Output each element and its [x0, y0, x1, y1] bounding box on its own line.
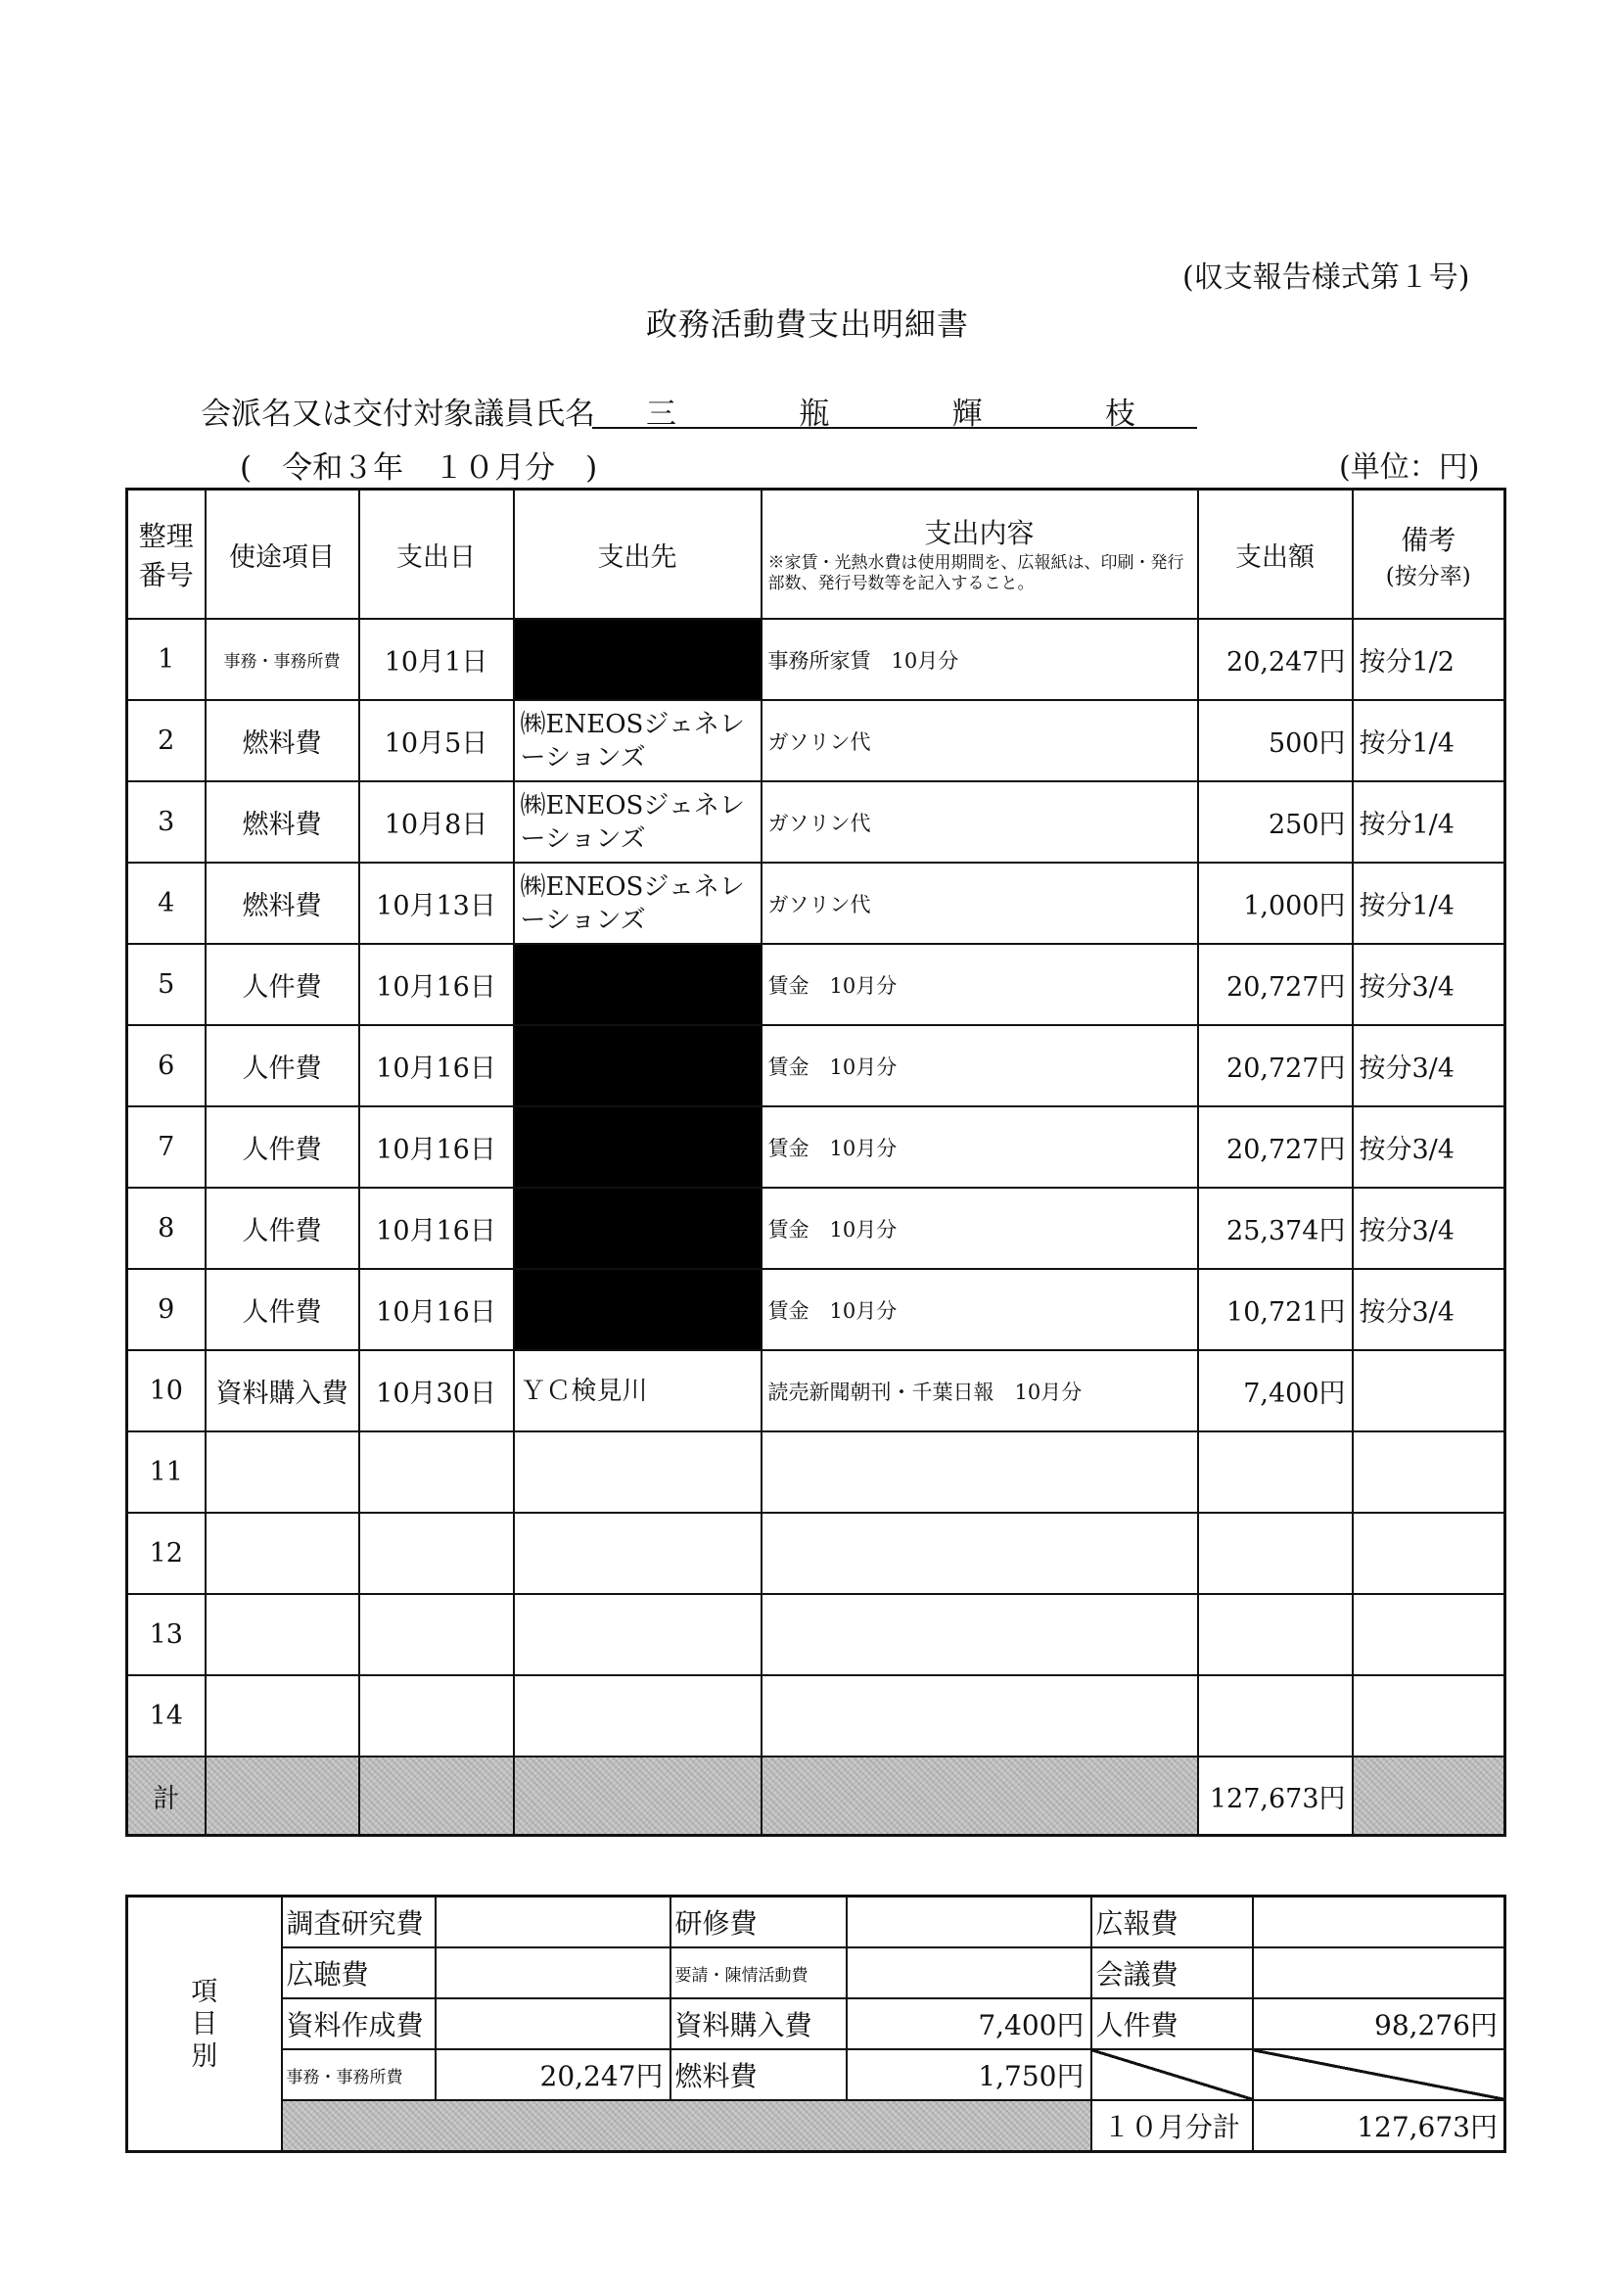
crossed-out-cell	[1253, 2049, 1505, 2100]
row-remarks	[1353, 1594, 1505, 1675]
table-row	[127, 1594, 1505, 1675]
table-row	[127, 619, 1505, 700]
fuel-label: 燃料費	[670, 2049, 847, 2100]
table-row	[127, 1106, 1505, 1188]
redacted-payee	[514, 619, 762, 700]
training-value	[847, 1897, 1091, 1948]
header-detail-note: ※家賃・光熱水費は使用期間を、広報紙は、印刷・発行部数、発行号数等を記入すること。	[767, 553, 1184, 593]
row-date: 10月13日	[359, 863, 514, 944]
row-remarks: 按分3/4	[1353, 1188, 1505, 1269]
training-label: 研修費	[670, 1897, 847, 1948]
name-underline	[592, 427, 1197, 429]
row-category: 人件費	[206, 1025, 359, 1106]
row-date	[359, 1431, 514, 1513]
member-name-char: 瓶	[799, 397, 830, 432]
row-category	[206, 1513, 359, 1594]
row-no: 12	[127, 1513, 206, 1594]
row-payee	[514, 1675, 762, 1757]
petition-label: 要請・陳情活動費	[670, 1947, 847, 1998]
row-category: 人件費	[206, 1269, 359, 1350]
row-amount: 10,721円	[1198, 1269, 1353, 1350]
row-detail: 事務所家賃 10月分	[762, 619, 1198, 700]
redacted-payee	[514, 1269, 762, 1350]
hearing-label: 広聴費	[282, 1947, 436, 1998]
row-date: 10月16日	[359, 1269, 514, 1350]
personnel-value: 98,276円	[1253, 1998, 1505, 2049]
row-payee	[514, 1513, 762, 1594]
row-category	[206, 1675, 359, 1757]
row-category: 燃料費	[206, 781, 359, 863]
total-row	[127, 1757, 1505, 1836]
row-remarks	[1353, 1431, 1505, 1513]
row-date: 10月5日	[359, 700, 514, 781]
month-total-value: 127,673円	[1253, 2100, 1505, 2152]
row-remarks: 按分1/4	[1353, 700, 1505, 781]
row-amount: 25,374円	[1198, 1188, 1353, 1269]
redacted-payee	[514, 944, 762, 1025]
row-no: 7	[127, 1106, 206, 1188]
table-row	[127, 863, 1505, 944]
research-value	[436, 1897, 670, 1948]
shaded-cell	[359, 1757, 514, 1836]
header-category: 使途項目	[206, 490, 359, 620]
row-detail: ガソリン代	[762, 781, 1198, 863]
row-detail: ガソリン代	[762, 700, 1198, 781]
row-detail: 読売新聞朝刊・千葉日報 10月分	[762, 1350, 1198, 1431]
shaded-cell	[1353, 1757, 1505, 1836]
research-label: 調査研究費	[282, 1897, 436, 1948]
row-detail: 賃金 10月分	[762, 1106, 1198, 1188]
row-payee	[514, 1594, 762, 1675]
total-amount: 127,673円	[1198, 1757, 1353, 1836]
row-date	[359, 1513, 514, 1594]
name-label: 会派名又は交付対象議員氏名	[201, 397, 595, 432]
pr-value	[1253, 1897, 1505, 1948]
row-payee: ㈱ENEOSジェネレーションズ	[514, 781, 762, 863]
table-row	[127, 1431, 1505, 1513]
period: ( 令和３年 １０月分 )	[240, 450, 598, 486]
row-no: 10	[127, 1350, 206, 1431]
table-row	[127, 700, 1505, 781]
header-remarks	[1353, 490, 1505, 620]
header-remarks-sub: (按分率)	[1385, 563, 1471, 589]
table-row	[127, 944, 1505, 1025]
redacted-payee	[514, 1025, 762, 1106]
row-no: 5	[127, 944, 206, 1025]
header-payee: 支出先	[514, 490, 762, 620]
header-remarks-title: 備考	[1401, 523, 1456, 556]
row-remarks	[1353, 1513, 1505, 1594]
row-category: 事務・事務所費	[206, 619, 359, 700]
row-category: 燃料費	[206, 863, 359, 944]
row-amount	[1198, 1513, 1353, 1594]
row-remarks: 按分3/4	[1353, 1106, 1505, 1188]
row-category: 人件費	[206, 944, 359, 1025]
personnel-label: 人件費	[1091, 1998, 1253, 2049]
crossed-out-cell	[1091, 2049, 1253, 2100]
row-amount: 250円	[1198, 781, 1353, 863]
shaded-cell	[762, 1757, 1198, 1836]
row-category	[206, 1431, 359, 1513]
office-value: 20,247円	[436, 2049, 670, 2100]
row-remarks: 按分3/4	[1353, 1025, 1505, 1106]
meeting-value	[1253, 1947, 1505, 1998]
summary-table	[125, 1895, 1506, 2153]
row-no: 4	[127, 863, 206, 944]
row-date: 10月16日	[359, 1188, 514, 1269]
row-detail	[762, 1513, 1198, 1594]
row-amount: 500円	[1198, 700, 1353, 781]
table-row	[127, 1350, 1505, 1431]
shaded-cell	[206, 1757, 359, 1836]
header-no: 整理番号	[127, 490, 206, 620]
row-amount	[1198, 1594, 1353, 1675]
row-amount: 20,727円	[1198, 944, 1353, 1025]
materials-prep-value	[436, 1998, 670, 2049]
row-no: 14	[127, 1675, 206, 1757]
row-date: 10月8日	[359, 781, 514, 863]
shaded-cell	[514, 1757, 762, 1836]
row-date: 10月30日	[359, 1350, 514, 1431]
row-payee	[514, 1431, 762, 1513]
total-label: 計	[127, 1757, 206, 1836]
materials-prep-label: 資料作成費	[282, 1998, 436, 2049]
row-amount: 1,000円	[1198, 863, 1353, 944]
row-date: 10月16日	[359, 1106, 514, 1188]
expense-table	[125, 488, 1506, 1837]
row-amount	[1198, 1675, 1353, 1757]
row-date: 10月16日	[359, 1025, 514, 1106]
row-detail	[762, 1594, 1198, 1675]
petition-value	[847, 1947, 1091, 1998]
row-remarks: 按分1/4	[1353, 863, 1505, 944]
row-date: 10月16日	[359, 944, 514, 1025]
row-detail: 賃金 10月分	[762, 944, 1198, 1025]
row-category: 人件費	[206, 1106, 359, 1188]
pr-label: 広報費	[1091, 1897, 1253, 1948]
row-no: 11	[127, 1431, 206, 1513]
row-amount: 20,247円	[1198, 619, 1353, 700]
fuel-value: 1,750円	[847, 2049, 1091, 2100]
table-header	[127, 490, 1505, 620]
row-date: 10月1日	[359, 619, 514, 700]
table-row	[127, 1188, 1505, 1269]
member-name-char: 枝	[1104, 397, 1135, 432]
summary-label: 項目別	[127, 1897, 282, 2152]
row-detail: 賃金 10月分	[762, 1025, 1198, 1106]
row-category: 人件費	[206, 1188, 359, 1269]
row-category: 資料購入費	[206, 1350, 359, 1431]
row-remarks	[1353, 1350, 1505, 1431]
redacted-payee	[514, 1106, 762, 1188]
member-name-char: 三	[646, 397, 676, 432]
unit-label: (単位：円)	[1339, 450, 1480, 485]
row-category: 燃料費	[206, 700, 359, 781]
member-name	[597, 389, 1184, 432]
row-payee: ＹＣ検見川	[514, 1350, 762, 1431]
row-no: 1	[127, 619, 206, 700]
row-no: 13	[127, 1594, 206, 1675]
row-no: 3	[127, 781, 206, 863]
table-row	[127, 1675, 1505, 1757]
row-amount: 7,400円	[1198, 1350, 1353, 1431]
meeting-label: 会議費	[1091, 1947, 1253, 1998]
hearing-value	[436, 1947, 670, 1998]
materials-purchase-value: 7,400円	[847, 1998, 1091, 2049]
document-title: 政務活動費支出明細書	[646, 305, 970, 343]
row-detail	[762, 1431, 1198, 1513]
row-no: 9	[127, 1269, 206, 1350]
row-amount	[1198, 1431, 1353, 1513]
header-date: 支出日	[359, 490, 514, 620]
table-row	[127, 1025, 1505, 1106]
row-amount: 20,727円	[1198, 1025, 1353, 1106]
row-remarks: 按分1/4	[1353, 781, 1505, 863]
row-amount: 20,727円	[1198, 1106, 1353, 1188]
row-no: 2	[127, 700, 206, 781]
table-row	[127, 1269, 1505, 1350]
row-category	[206, 1594, 359, 1675]
row-payee: ㈱ENEOSジェネレーションズ	[514, 700, 762, 781]
redacted-payee	[514, 1188, 762, 1269]
row-remarks: 按分3/4	[1353, 944, 1505, 1025]
row-remarks	[1353, 1675, 1505, 1757]
row-detail: 賃金 10月分	[762, 1269, 1198, 1350]
row-no: 8	[127, 1188, 206, 1269]
form-number: (収支報告様式第１号)	[1182, 260, 1470, 295]
header-detail	[762, 490, 1198, 620]
table-row	[127, 781, 1505, 863]
row-detail: ガソリン代	[762, 863, 1198, 944]
row-remarks: 按分3/4	[1353, 1269, 1505, 1350]
row-no: 6	[127, 1025, 206, 1106]
row-date	[359, 1594, 514, 1675]
row-payee: ㈱ENEOSジェネレーションズ	[514, 863, 762, 944]
member-name-char: 輝	[951, 397, 983, 432]
month-total-label: １０月分計	[1091, 2100, 1253, 2152]
shaded-cell	[282, 2100, 1091, 2152]
row-remarks: 按分1/2	[1353, 619, 1505, 700]
row-detail	[762, 1675, 1198, 1757]
materials-purchase-label: 資料購入費	[670, 1998, 847, 2049]
header-amount: 支出額	[1198, 490, 1353, 620]
header-detail-title: 支出内容	[924, 517, 1035, 549]
table-row	[127, 1513, 1505, 1594]
row-date	[359, 1675, 514, 1757]
row-detail: 賃金 10月分	[762, 1188, 1198, 1269]
office-label: 事務・事務所費	[282, 2049, 436, 2100]
